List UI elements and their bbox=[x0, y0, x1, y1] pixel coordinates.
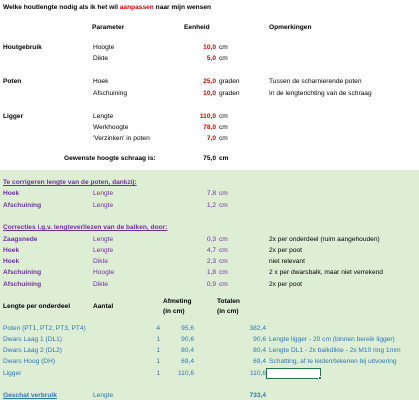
part-total[interactable]: 69,4 bbox=[253, 358, 266, 365]
param-value[interactable]: 110,0 bbox=[199, 113, 216, 120]
part-size[interactable]: 90,6 bbox=[181, 336, 194, 343]
part-size[interactable]: 80,4 bbox=[181, 347, 194, 354]
param-value[interactable]: 7,0 bbox=[206, 135, 216, 142]
desired-height-label[interactable]: Gewenste hoogte schraag is: bbox=[64, 155, 156, 162]
correction-label[interactable]: Lengte bbox=[93, 247, 114, 254]
heading-text-end: naar mijn wensen bbox=[153, 4, 212, 11]
correction-name[interactable]: Afschuining bbox=[3, 281, 42, 288]
section-poten[interactable]: Poten bbox=[3, 78, 22, 85]
param-label[interactable]: Lengte bbox=[93, 113, 114, 120]
part-total[interactable]: 80,4 bbox=[253, 347, 266, 354]
correction-unit[interactable]: cm bbox=[219, 190, 228, 197]
correction-name[interactable]: Zaagsnede bbox=[3, 236, 38, 243]
correction-value[interactable]: 2,3 bbox=[206, 258, 216, 265]
heading-text: Welke houtlengte nodig als ik het wil bbox=[3, 4, 120, 11]
correction-label[interactable]: Dikte bbox=[93, 258, 109, 265]
param-label[interactable]: 'Verzinken' in poten bbox=[93, 135, 150, 142]
param-value[interactable]: 78,0 bbox=[203, 124, 216, 131]
part-name[interactable]: Poten (PT1, PT2, PT3, PT4) bbox=[3, 325, 86, 332]
param-value[interactable]: 10,0 bbox=[203, 90, 216, 97]
correction-label[interactable]: Hoogte bbox=[93, 269, 115, 276]
correction-value[interactable]: 0,9 bbox=[206, 281, 216, 288]
correction-unit[interactable]: cm bbox=[219, 202, 228, 209]
param-label[interactable]: Hoek bbox=[93, 78, 109, 85]
correction-value[interactable]: 4,7 bbox=[206, 247, 216, 254]
part-name[interactable]: Dwars Laag 2 (DL2) bbox=[3, 347, 63, 354]
col-header-eenheid[interactable]: Eenheid bbox=[184, 24, 210, 31]
correction-unit[interactable]: cm bbox=[219, 269, 228, 276]
section-houtgebruik[interactable]: Houtgebruik bbox=[3, 44, 42, 51]
part-note[interactable]: Lengte ligger - 20 cm (binnen bereik ligger) bbox=[269, 336, 395, 343]
param-label[interactable]: Dikte bbox=[93, 55, 109, 62]
correction-unit[interactable]: cm bbox=[219, 247, 228, 254]
correction-value[interactable]: 0,3 bbox=[206, 236, 216, 243]
correction-note[interactable]: niet relevant bbox=[269, 258, 305, 265]
part-total[interactable]: 90,6 bbox=[253, 336, 266, 343]
parts-header-aantal[interactable]: Aantal bbox=[93, 303, 114, 310]
section-ligger[interactable]: Ligger bbox=[3, 113, 24, 120]
desired-height-unit[interactable]: cm bbox=[219, 155, 229, 162]
parts-header-totalen[interactable]: Totalen bbox=[217, 298, 240, 305]
param-unit[interactable]: cm bbox=[219, 44, 228, 51]
correction-value[interactable]: 1,2 bbox=[206, 202, 216, 209]
part-name[interactable]: Dwars Laag 1 (DL1) bbox=[3, 336, 63, 343]
total-sublabel[interactable]: Lengte bbox=[93, 392, 114, 399]
correction-label[interactable]: Lengte bbox=[93, 202, 114, 209]
part-size[interactable]: 69,4 bbox=[181, 358, 194, 365]
selected-cell[interactable] bbox=[266, 368, 321, 379]
part-count[interactable]: 1 bbox=[156, 336, 160, 343]
parts-header-afmeting[interactable]: Afmeting bbox=[163, 298, 192, 305]
part-name[interactable]: Dwars Hoog (DH) bbox=[3, 358, 56, 365]
param-value[interactable]: 25,0 bbox=[203, 78, 216, 85]
param-unit[interactable]: graden bbox=[219, 90, 240, 97]
part-size[interactable]: 110,6 bbox=[177, 370, 194, 377]
param-unit[interactable]: cm bbox=[219, 124, 228, 131]
correction-name[interactable]: Afschuining bbox=[3, 269, 42, 276]
correction-name[interactable]: Hoek bbox=[3, 247, 20, 254]
correction-label[interactable]: Lengte bbox=[93, 190, 114, 197]
part-name[interactable]: Ligger bbox=[3, 370, 22, 377]
total-label[interactable]: Geschat verbruik bbox=[3, 392, 57, 399]
param-unit[interactable]: graden bbox=[219, 78, 240, 85]
sheet-heading[interactable] bbox=[3, 4, 211, 12]
param-label[interactable]: Hoogte bbox=[93, 44, 115, 51]
correction-name[interactable]: Hoek bbox=[3, 258, 20, 265]
correction-label[interactable]: Dikte bbox=[93, 281, 109, 288]
param-label[interactable]: Werkhoogte bbox=[93, 124, 129, 131]
desired-height-value[interactable]: 75,0 bbox=[203, 155, 216, 162]
correction-unit[interactable]: cm bbox=[219, 236, 228, 243]
part-total[interactable]: 382,4 bbox=[249, 325, 266, 332]
param-value[interactable]: 10,0 bbox=[203, 44, 216, 51]
param-unit[interactable]: cm bbox=[219, 113, 228, 120]
param-value[interactable]: 5,0 bbox=[206, 55, 216, 62]
param-unit[interactable]: cm bbox=[219, 135, 228, 142]
part-note[interactable]: Lengte DL1 - 2x balkdikte - 2x M10 ring 1mm bbox=[269, 347, 401, 354]
param-unit[interactable]: cm bbox=[219, 55, 228, 62]
correction-name[interactable]: Hoek bbox=[3, 190, 20, 197]
total-value[interactable]: 733,4 bbox=[249, 392, 266, 399]
part-total[interactable]: 110,6 bbox=[249, 370, 266, 377]
correction-name[interactable]: Afschuining bbox=[3, 202, 42, 209]
col-header-opmerkingen[interactable]: Opmerkingen bbox=[269, 24, 312, 31]
correction-value[interactable]: 1,8 bbox=[206, 269, 216, 276]
part-count[interactable]: 4 bbox=[156, 325, 160, 332]
corrections-title[interactable]: Correcties i.g.v. lengteverliezen van de balken, door: bbox=[3, 224, 168, 231]
col-header-parameter[interactable]: Parameter bbox=[92, 24, 125, 31]
part-size[interactable]: 95,6 bbox=[181, 325, 194, 332]
part-note[interactable]: Schatting, af te leiden/tekenen bij uitvoering bbox=[269, 358, 397, 365]
part-count[interactable]: 1 bbox=[156, 347, 160, 354]
part-count[interactable]: 1 bbox=[156, 358, 160, 365]
correction-note[interactable]: 2x per poot bbox=[269, 281, 302, 288]
fill-handle[interactable] bbox=[318, 376, 322, 380]
part-count[interactable]: 1 bbox=[156, 370, 160, 377]
param-note[interactable]: Tussen de scharnierende poten bbox=[269, 78, 362, 85]
heading-highlight: aanpassen bbox=[119, 4, 154, 11]
correction-unit[interactable]: cm bbox=[219, 281, 228, 288]
parts-header-afmeting-unit[interactable]: (in cm) bbox=[163, 308, 185, 315]
correction-value[interactable]: 7,8 bbox=[206, 190, 216, 197]
correct-legs-title[interactable]: Te corrigeren lengte van de poten, dankzij: bbox=[3, 179, 137, 186]
parts-header-totalen-unit[interactable]: (in cm) bbox=[217, 308, 239, 315]
param-label[interactable]: Afschuining bbox=[93, 90, 128, 97]
correction-unit[interactable]: cm bbox=[219, 258, 228, 265]
correction-label[interactable]: Lengte bbox=[93, 236, 114, 243]
parts-header-lengte[interactable]: Lengte per onderdeel bbox=[3, 303, 71, 310]
correction-note[interactable]: 2 x per dwarsbalk, maar niet verrekend bbox=[269, 269, 383, 276]
param-note[interactable]: In de lengterichting van de schraag bbox=[269, 90, 372, 97]
correction-note[interactable]: 2x per onderdeel (ruim aangehouden) bbox=[269, 236, 380, 243]
correction-note[interactable]: 2x per poot bbox=[269, 247, 302, 254]
